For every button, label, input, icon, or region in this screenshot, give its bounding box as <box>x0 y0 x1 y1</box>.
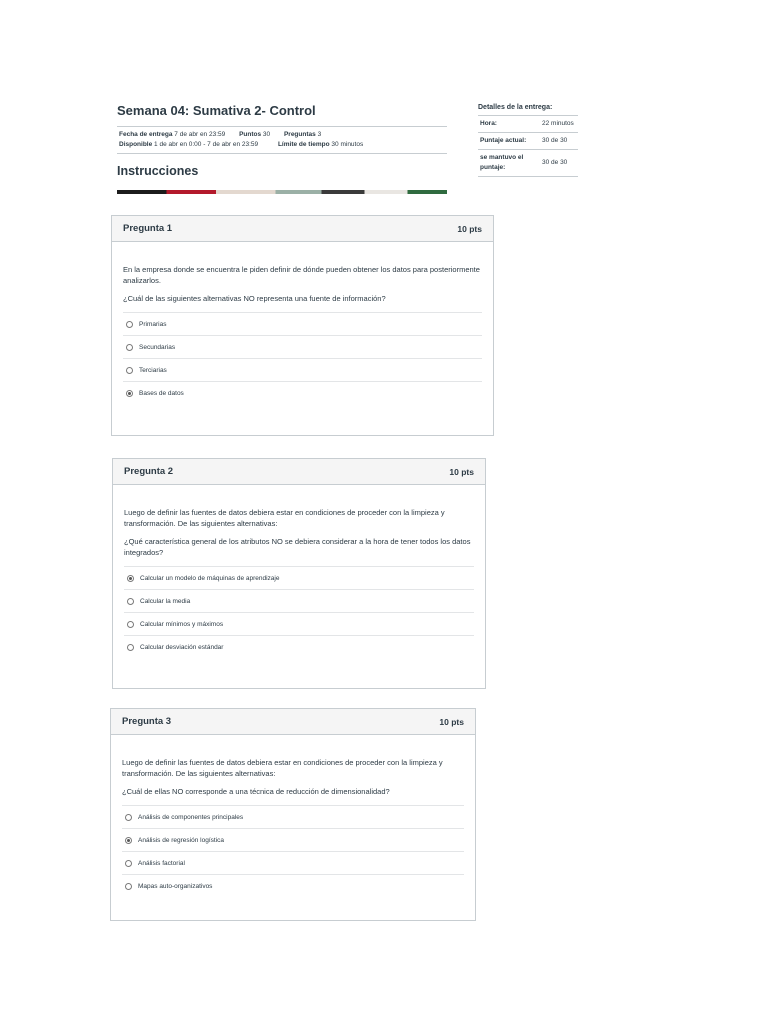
radio-icon[interactable] <box>127 598 134 605</box>
question-2 <box>112 458 486 689</box>
answer-option[interactable] <box>123 313 482 336</box>
question-name: Pregunta 3 <box>122 716 172 727</box>
question-name: Pregunta 2 <box>124 466 174 477</box>
details-value: 30 de 30 <box>540 150 578 177</box>
details-title: Detalles de la entrega: <box>478 104 578 116</box>
questions-label: Preguntas <box>283 131 316 138</box>
answer-label: Calcular mínimos y máximos <box>140 620 224 628</box>
answer-option[interactable] <box>124 567 474 590</box>
answer-label: Calcular la media <box>140 597 191 605</box>
answer-option[interactable] <box>122 852 464 875</box>
radio-icon[interactable] <box>125 883 132 890</box>
question-text <box>122 757 464 797</box>
answer-label: Análisis de componentes principales <box>138 813 244 821</box>
quiz-header <box>117 103 447 178</box>
radio-icon[interactable] <box>125 814 132 821</box>
radio-icon[interactable] <box>126 344 133 351</box>
answer-label: Mapas auto-organizativos <box>138 882 213 890</box>
answer-list <box>123 312 482 404</box>
details-value: 30 de 30 <box>540 133 578 150</box>
answer-label: Secundarias <box>139 343 176 351</box>
question-text-context: Luego de definir las fuentes de datos debiera estar en condiciones de proceder con la limpieza y transformación. De las siguientes alternativas: <box>122 758 443 778</box>
question-points: 10 pts <box>449 466 474 477</box>
radio-checked-icon[interactable] <box>125 837 132 844</box>
question-header <box>113 459 485 485</box>
submission-details <box>478 104 578 177</box>
instructions-banner <box>117 190 447 194</box>
quiz-title: Semana 04: Sumativa 2- Control <box>117 103 316 118</box>
answer-list <box>122 805 464 897</box>
question-text-prompt: ¿Cuál de las siguientes alternativas NO representa una fuente de información? <box>123 294 386 303</box>
question-header <box>112 216 493 242</box>
points-value: 30 <box>262 131 271 138</box>
details-value: 22 minutos <box>540 116 578 133</box>
answer-option[interactable] <box>124 613 474 636</box>
quiz-meta <box>117 126 447 154</box>
details-row <box>478 133 578 150</box>
radio-icon[interactable] <box>126 367 133 374</box>
question-header <box>111 709 475 735</box>
question-text-context: En la empresa donde se encuentra le piden definir de dónde pueden obtener los datos para posteriormente analizarlos. <box>123 265 480 285</box>
due-label: Fecha de entrega <box>119 131 173 138</box>
question-body <box>113 485 485 666</box>
question-points: 10 pts <box>439 716 464 727</box>
answer-option[interactable] <box>123 382 482 404</box>
radio-icon[interactable] <box>127 621 134 628</box>
question-text <box>123 264 482 304</box>
details-label: se mantuvo el puntaje: <box>478 150 540 177</box>
question-points: 10 pts <box>457 223 482 234</box>
answer-option[interactable] <box>124 590 474 613</box>
points-label: Puntos <box>239 131 262 138</box>
radio-icon[interactable] <box>125 860 132 867</box>
time-limit-label: Límite de tiempo <box>277 141 330 148</box>
instructions-title: Instrucciones <box>117 164 199 178</box>
answer-option[interactable] <box>122 875 464 897</box>
details-row <box>478 150 578 177</box>
answer-label: Terciarias <box>139 366 167 374</box>
radio-icon[interactable] <box>127 644 134 651</box>
details-label: Hora: <box>478 116 540 133</box>
answer-label: Análisis de regresión logística <box>138 836 224 844</box>
radio-icon[interactable] <box>126 321 133 328</box>
answer-option[interactable] <box>124 636 474 658</box>
answer-label: Calcular desviación estándar <box>140 643 224 651</box>
question-1 <box>111 215 494 436</box>
time-limit-value: 30 minutos <box>331 141 364 148</box>
radio-checked-icon[interactable] <box>126 390 133 397</box>
question-body <box>112 242 493 412</box>
answer-label: Análisis factorial <box>138 859 185 867</box>
question-text-prompt: ¿Cuál de ellas NO corresponde a una técnica de reducción de dimensionalidad? <box>122 787 390 796</box>
question-text-prompt: ¿Qué característica general de los atributos NO se debiera considerar a la hora de tener todos los datos integrados? <box>124 537 471 557</box>
details-label: Puntaje actual: <box>478 133 540 150</box>
answer-option[interactable] <box>123 359 482 382</box>
answer-label: Bases de datos <box>139 389 184 397</box>
answer-label: Calcular un modelo de máquinas de aprendizaje <box>140 574 280 582</box>
answer-option[interactable] <box>123 336 482 359</box>
question-body <box>111 735 475 905</box>
due-value: 7 de abr en 23:59 <box>174 131 226 138</box>
answer-option[interactable] <box>122 829 464 852</box>
question-text-context: Luego de definir las fuentes de datos debiera estar en condiciones de proceder con la limpieza y transformación. De las siguientes alternativas: <box>124 508 445 528</box>
available-value: 1 de abr en 0:00 - 7 de abr en 23:59 <box>154 141 259 148</box>
answer-label: Primarias <box>139 320 167 328</box>
question-3 <box>110 708 476 921</box>
question-text <box>124 507 474 558</box>
details-table <box>478 116 578 177</box>
question-name: Pregunta 1 <box>123 223 173 234</box>
answer-list <box>124 566 474 658</box>
radio-checked-icon[interactable] <box>127 575 134 582</box>
answer-option[interactable] <box>122 806 464 829</box>
available-label: Disponible <box>119 141 153 148</box>
details-row <box>478 116 578 133</box>
questions-value: 3 <box>317 131 322 138</box>
